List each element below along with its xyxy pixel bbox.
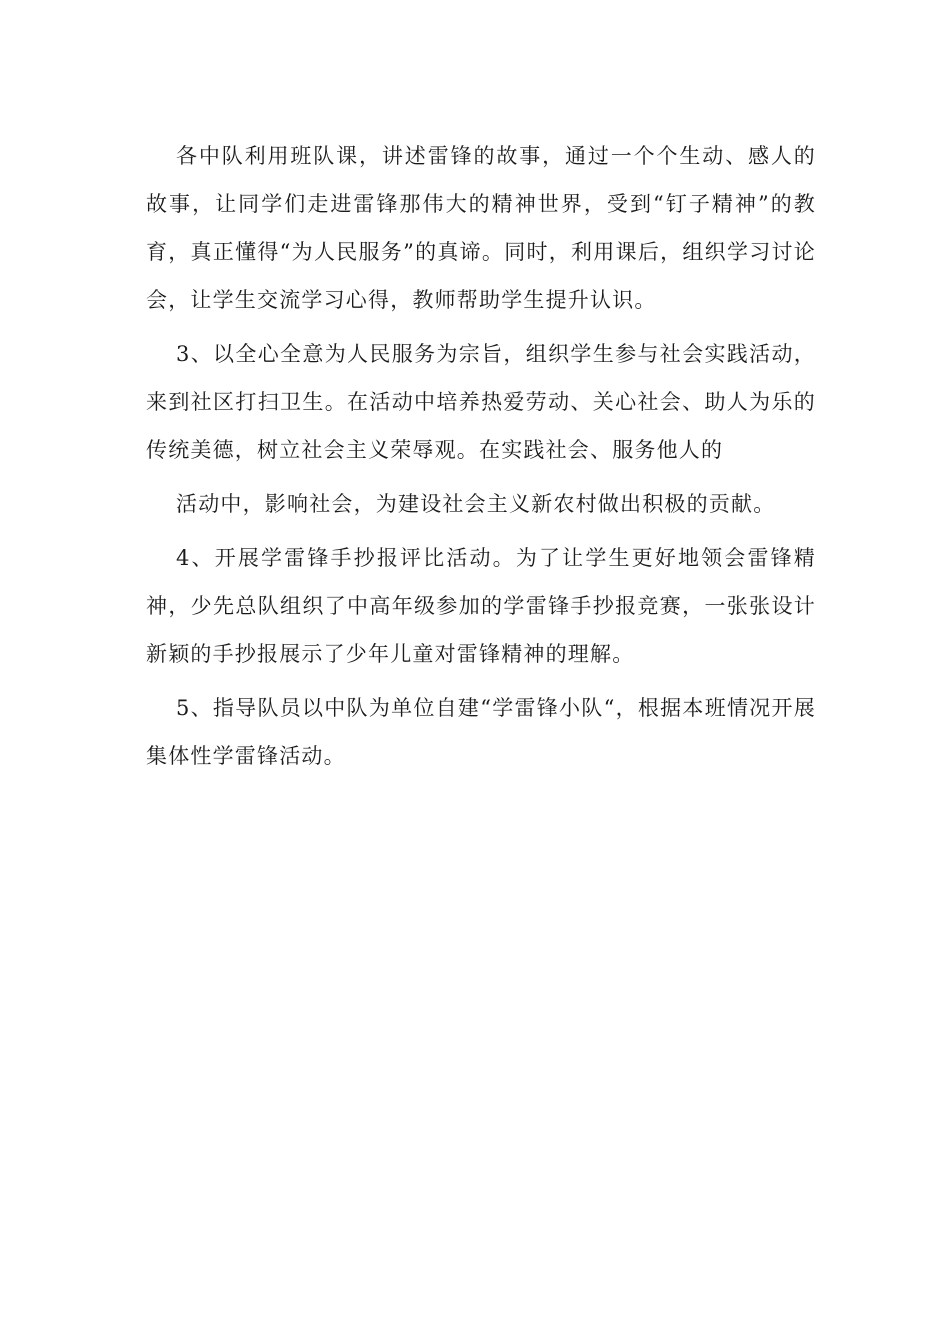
document-body (146, 132, 816, 786)
paragraph-item-5: 5、指导队员以中队为单位自建“学雷锋小队“，根据本班情况开展集体性学雷锋活动。 (146, 696, 816, 768)
paragraph-class-stories: 各中队利用班队课，讲述雷锋的故事，通过一个个生动、感人的故事，让同学们走进雷锋那伟大的精神世界，受到“钉子精神”的教育，真正懂得“为人民服务”的真谛。同时，利用课后，组织学习讨论会，让学生交流学习心得，教师帮助学生提升认识。 (146, 144, 816, 312)
paragraph-item-4: 4、开展学雷锋手抄报评比活动。为了让学生更好地领会雷锋精神，少先总队组织了中高年级参加的学雷锋手抄报竞赛，一张张设计新颖的手抄报展示了少年儿童对雷锋精神的理解。 (146, 546, 816, 666)
paragraph-item-3: 3、以全心全意为人民服务为宗旨，组织学生参与社会实践活动，来到社区打扫卫生。在活动中培养热爱劳动、关心社会、助人为乐的传统美德，树立社会主义荣辱观。在实践社会、服务他人的 (146, 342, 816, 462)
paragraph-item-3-continued: 活动中，影响社会，为建设社会主义新农村做出积极的贡献。 (176, 492, 776, 516)
